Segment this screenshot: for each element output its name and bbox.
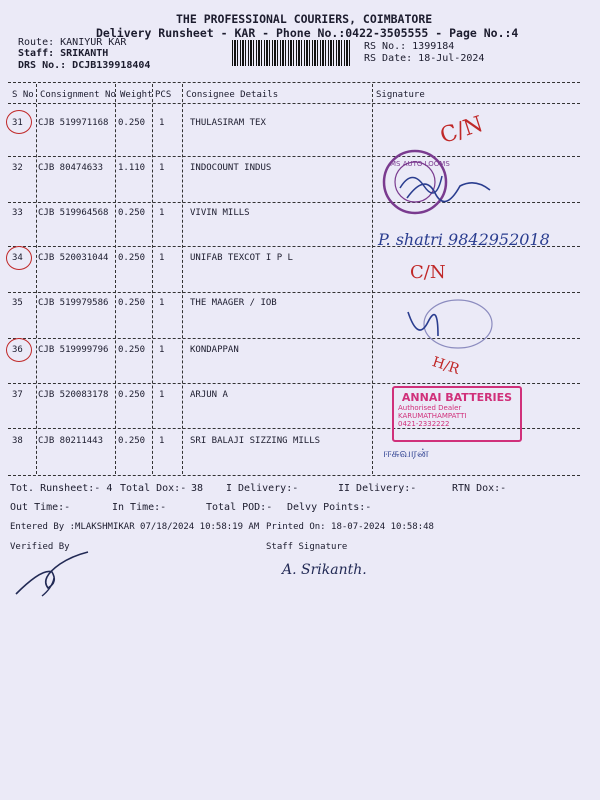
rs-date: RS Date: 18-Jul-2024 bbox=[364, 53, 485, 64]
column-header-weight: Weight bbox=[120, 90, 153, 100]
row-sno: 37 bbox=[12, 390, 23, 400]
row-pcs: 1 bbox=[159, 208, 165, 218]
barcode-image bbox=[232, 40, 352, 66]
row-pcs: 1 bbox=[159, 118, 165, 128]
row-sno: 33 bbox=[12, 208, 23, 218]
column-divider bbox=[182, 84, 183, 474]
stamp-line: Authorised Dealer bbox=[398, 404, 462, 412]
column-header-consignment: Consignment No bbox=[40, 90, 116, 100]
row-pcs: 1 bbox=[159, 298, 165, 308]
handwritten-phone: P. shatri 9842952018 bbox=[378, 230, 550, 249]
row-pcs: 1 bbox=[159, 163, 165, 173]
printed-on: Printed On: 18-07-2024 10:58:48 bbox=[266, 522, 434, 532]
signature bbox=[398, 292, 498, 358]
row-divider bbox=[8, 156, 580, 157]
row-weight: 1.110 bbox=[118, 163, 146, 173]
row-consignee: UNIFAB TEXCOT I P L bbox=[190, 253, 293, 263]
row-consignee: ARJUN A bbox=[190, 390, 228, 400]
row-sno: 32 bbox=[12, 163, 23, 173]
row-consignment: CJB 520083178 bbox=[38, 390, 109, 400]
total-pod: Total POD:- bbox=[206, 502, 273, 513]
divider bbox=[8, 103, 580, 104]
staff-label: Staff: SRIKANTH bbox=[18, 48, 109, 59]
row-divider bbox=[8, 383, 580, 384]
row-sno: 35 bbox=[12, 298, 23, 308]
column-header-consignee: Consignee Details bbox=[186, 90, 279, 100]
stamp-line: KARUMATHAMPATTI bbox=[398, 412, 467, 420]
row-consignment: CJB 519999796 bbox=[38, 345, 109, 355]
i-delivery: I Delivery:- bbox=[226, 483, 299, 494]
handwritten-cin: C/N bbox=[437, 111, 487, 150]
row-consignment: CJB 519979586 bbox=[38, 298, 109, 308]
verified-by: Verified By bbox=[10, 542, 70, 552]
column-divider bbox=[115, 84, 116, 474]
staff-signature-label: Staff Signature bbox=[266, 542, 348, 552]
column-divider bbox=[372, 84, 373, 474]
row-consignee: KONDAPPAN bbox=[190, 345, 239, 355]
row-sno: 38 bbox=[12, 436, 23, 446]
row-divider bbox=[8, 475, 580, 476]
drs-number: DRS No.: DCJB139918404 bbox=[18, 60, 151, 71]
row-weight: 0.250 bbox=[118, 253, 146, 263]
circle-mark bbox=[6, 246, 32, 270]
row-consignee: SRI BALAJI SIZZING MILLS bbox=[190, 436, 321, 446]
row-weight: 0.250 bbox=[118, 118, 146, 128]
handwritten-hr: H/R bbox=[430, 354, 462, 378]
circle-mark bbox=[6, 110, 32, 134]
row-consignment: CJB 519964568 bbox=[38, 208, 109, 218]
company-name: THE PROFESSIONAL COURIERS, COIMBATORE bbox=[176, 12, 433, 26]
row-consignment: CJB 520031044 bbox=[38, 253, 109, 263]
row-weight: 0.250 bbox=[118, 436, 146, 446]
column-header-sno: S No bbox=[12, 90, 34, 100]
row-pcs: 1 bbox=[159, 253, 165, 263]
row-pcs: 1 bbox=[159, 390, 165, 400]
delvy-points: Delvy Points:- bbox=[287, 502, 372, 513]
row-pcs: 1 bbox=[159, 345, 165, 355]
column-header-signature: Signature bbox=[376, 90, 425, 100]
column-divider bbox=[152, 84, 153, 474]
row-weight: 0.250 bbox=[118, 298, 146, 308]
column-divider bbox=[36, 84, 37, 474]
staff-handwritten-signature: A. Srikanth. bbox=[282, 562, 367, 578]
row-weight: 0.250 bbox=[118, 208, 146, 218]
row-consignee: INDOCOUNT INDUS bbox=[190, 163, 272, 173]
total-dox-value: 38 bbox=[191, 483, 204, 494]
row-pcs: 1 bbox=[159, 436, 165, 446]
column-header-pcs: PCS bbox=[155, 90, 172, 100]
total-runsheet: Tot. Runsheet:- 4 bbox=[10, 483, 113, 494]
row-sno: 31 bbox=[12, 118, 23, 128]
row-weight: 0.250 bbox=[118, 345, 146, 355]
dealer-stamp bbox=[392, 386, 522, 442]
row-sno: 36 bbox=[12, 345, 23, 355]
row-consignment: CJB 519971168 bbox=[38, 118, 109, 128]
entered-by: Entered By :MLAKSHMIKAR 07/18/2024 10:58:19 AM bbox=[10, 522, 260, 532]
row-consignment: CJB 80211443 bbox=[38, 436, 104, 446]
circle-mark bbox=[6, 338, 32, 362]
rs-number: RS No.: 1399184 bbox=[364, 41, 455, 52]
ii-delivery: II Delivery:- bbox=[338, 483, 417, 494]
row-consignee: THULASIRAM TEX bbox=[190, 118, 266, 128]
handwritten-tamil: ஈசுவரன் bbox=[383, 446, 429, 460]
signature bbox=[405, 168, 495, 208]
row-consignee: THE MAAGER / IOB bbox=[190, 298, 277, 308]
row-consignment: CJB 80474633 bbox=[38, 163, 104, 173]
divider bbox=[8, 82, 580, 83]
row-weight: 0.250 bbox=[118, 390, 146, 400]
rtn-dox: RTN Dox:- bbox=[452, 483, 507, 494]
out-time: Out Time:- bbox=[10, 502, 71, 513]
row-consignee: VIVIN MILLS bbox=[190, 208, 250, 218]
handwritten-cin: C/N bbox=[410, 262, 446, 283]
total-dox-label: Total Dox:- bbox=[120, 483, 187, 494]
round-stamp-text: MS AUTO LOOMS bbox=[390, 160, 450, 168]
in-time: In Time:- bbox=[112, 502, 167, 513]
verifier-signature bbox=[12, 548, 92, 600]
stamp-title: ANNAI BATTERIES bbox=[401, 391, 513, 404]
runsheet-subtitle: Delivery Runsheet - KAR - Phone No.:0422-3505555 - Page No.:4 bbox=[96, 26, 519, 40]
route-label: Route: KANIYUR KAR bbox=[18, 37, 127, 48]
stamp-line: 0421-2332222 bbox=[398, 420, 450, 428]
row-sno: 34 bbox=[12, 253, 23, 263]
